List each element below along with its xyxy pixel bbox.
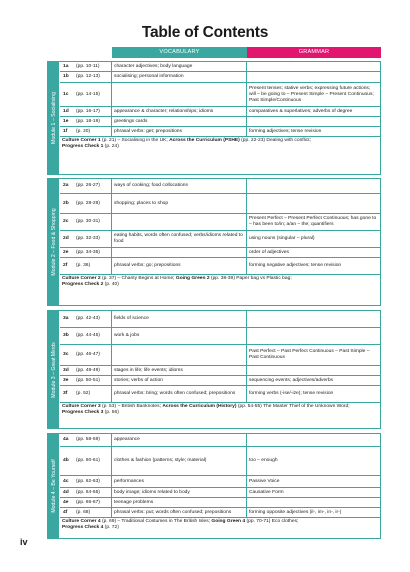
footer-bold-text: Culture Corner 2 bbox=[62, 276, 101, 281]
module-section bbox=[47, 433, 381, 539]
lesson-code: 2a bbox=[63, 183, 69, 188]
lesson-pages: (pp. 28-29) bbox=[74, 194, 112, 213]
lesson-pages: (pp. 62-63) bbox=[74, 476, 112, 487]
lesson-pages: (pp. 60-61) bbox=[74, 447, 112, 475]
footer-bold-text: Progress Check 1 bbox=[62, 144, 104, 149]
lesson-pages: (pp. 26-27) bbox=[74, 179, 112, 193]
vocabulary-cell bbox=[112, 248, 247, 257]
lesson-code: 2d bbox=[63, 236, 69, 241]
lesson-pages: (p. 20) bbox=[74, 127, 112, 136]
grammar-cell: forming adjectives; tense revision bbox=[249, 128, 322, 134]
footer-bold-text: Culture Corner 1 bbox=[62, 138, 101, 143]
module-label: Module 2 – Food & Shopping bbox=[50, 208, 57, 276]
table-row bbox=[60, 376, 380, 386]
grammar-cell: using nouns (singular – plural) bbox=[249, 236, 315, 241]
vocabulary-cell bbox=[112, 83, 247, 106]
grammar-cell: Past Perfect – Past Perfect Continuous – Past Simple – Past Continuous bbox=[249, 349, 370, 360]
vocabulary-cell: body image; idioms related to body bbox=[112, 488, 247, 497]
vocabulary-cell: stages in life; life events; idioms bbox=[112, 366, 247, 375]
table-row bbox=[60, 434, 380, 447]
module-table bbox=[60, 311, 380, 417]
module-side-label bbox=[48, 434, 59, 538]
lesson-pages: (pp. 10-11) bbox=[74, 62, 112, 71]
table-row bbox=[60, 366, 380, 376]
table-row bbox=[60, 83, 380, 107]
lesson-code: 1c bbox=[63, 91, 69, 97]
footer-text: (p. 69) – Traditional Costumes in The British Isles; bbox=[100, 519, 212, 524]
footer-bold-text: Progress Check 2 bbox=[62, 282, 104, 287]
grammar-cell bbox=[247, 311, 380, 327]
lesson-pages: (pp. 66-67) bbox=[74, 498, 112, 507]
lesson-code: 3a bbox=[63, 316, 69, 321]
lesson-code: 1e bbox=[63, 118, 69, 124]
lesson-pages: (pp. 30-31) bbox=[74, 214, 112, 230]
page-title: Table of Contents bbox=[141, 24, 269, 41]
footer-text: (p. 37) – Charity Begins at Home; bbox=[100, 276, 176, 281]
grammar-cell: forming verbs (-ise/-ize); tense revision bbox=[249, 391, 334, 396]
lesson-pages: (pp. 48-49) bbox=[74, 366, 112, 375]
grammar-header: GRAMMAR bbox=[247, 47, 381, 58]
footer-text: (pp. 38-39) Paper bag vs Plastic bag; bbox=[209, 276, 292, 281]
table-row bbox=[60, 328, 380, 345]
table-row bbox=[60, 214, 380, 231]
lesson-pages: (pp. 58-59) bbox=[74, 434, 112, 446]
lesson-code: 3f bbox=[63, 391, 68, 396]
lesson-pages: (pp. 34-35) bbox=[74, 248, 112, 257]
footer-bold-text: Culture Corner 3 bbox=[62, 404, 101, 409]
module-footer bbox=[60, 518, 380, 532]
grammar-cell: Present Perfect – Present Perfect Continuous; has gone to – has been to/in; a/an – the; quantifiers bbox=[249, 216, 377, 227]
footer-text: (p. 53) – British Banknotes; bbox=[100, 404, 163, 409]
module-section bbox=[47, 61, 381, 175]
grammar-cell: sequencing events; adjectives/adverbs bbox=[249, 377, 334, 383]
module-footer bbox=[60, 403, 380, 417]
grammar-cell: Present tenses; stative verbs; expressing future actions; will – be going to – Present Simple – Present Continuous; Past Simple/Continuous bbox=[249, 85, 374, 103]
footer-text: (pp. 54-55) The Master Thief of the Unknown Word; bbox=[236, 404, 350, 409]
vocabulary-cell: appearance & character; relationships; idioms bbox=[112, 107, 247, 116]
vocabulary-cell: clothes & fashion (patterns; style; material) bbox=[112, 447, 247, 475]
grammar-cell: Causative Form bbox=[249, 489, 284, 495]
table-row bbox=[60, 498, 380, 508]
lesson-code: 3c bbox=[63, 352, 69, 357]
lesson-code: 1a bbox=[63, 63, 69, 69]
lesson-pages: (pp. 44-45) bbox=[74, 328, 112, 344]
footer-text: (p. 24) bbox=[103, 144, 119, 149]
lesson-code: 2b bbox=[63, 200, 69, 206]
vocabulary-cell: work & jobs bbox=[112, 328, 247, 344]
lesson-pages: (pp. 16-17) bbox=[74, 107, 112, 116]
module-footer bbox=[60, 275, 380, 289]
grammar-cell bbox=[247, 194, 380, 213]
lesson-pages: (pp. 50-51) bbox=[74, 376, 112, 385]
table-row bbox=[60, 62, 380, 72]
grammar-cell bbox=[247, 498, 380, 507]
lesson-pages: (pp. 14-15) bbox=[74, 83, 112, 106]
table-row bbox=[60, 72, 380, 83]
lesson-pages: (pp. 32-33) bbox=[74, 231, 112, 247]
vocabulary-cell: phrasal verbs: go; prepositions bbox=[112, 258, 247, 274]
vocabulary-cell: socialising; personal information bbox=[112, 72, 247, 82]
lesson-pages: (p. 36) bbox=[74, 258, 112, 274]
lesson-code: 2f bbox=[63, 263, 68, 268]
lesson-code: 2e bbox=[63, 249, 69, 255]
grammar-cell bbox=[247, 72, 380, 82]
module-section bbox=[47, 178, 381, 306]
lesson-code: 4d bbox=[63, 489, 69, 495]
lesson-code: 2c bbox=[63, 219, 69, 224]
lesson-code: 4c bbox=[63, 478, 69, 484]
vocabulary-cell: teenage problems bbox=[112, 498, 247, 507]
lesson-pages: (pp. 42-43) bbox=[74, 311, 112, 327]
vocabulary-cell: phrasal verbs: put; words often confused; prepositions bbox=[112, 508, 247, 517]
footer-bold-text: Progress Check 3 bbox=[62, 410, 104, 415]
table-row bbox=[60, 258, 380, 275]
grammar-cell bbox=[247, 328, 380, 344]
module-side-label bbox=[48, 311, 59, 428]
vocabulary-cell: performances bbox=[112, 476, 247, 487]
vocabulary-cell: ways of cooking; food collocations bbox=[112, 179, 247, 193]
table-row bbox=[60, 107, 380, 117]
lesson-pages: (p. 68) bbox=[74, 508, 112, 517]
lesson-code: 4a bbox=[63, 437, 69, 442]
grammar-cell bbox=[247, 434, 380, 446]
module-label: Module 4 – Be Yourself bbox=[50, 459, 57, 513]
table-row bbox=[60, 311, 380, 328]
vocabulary-header: VOCABULARY bbox=[112, 47, 247, 58]
grammar-cell bbox=[247, 366, 380, 375]
lesson-code: 1b bbox=[63, 74, 69, 79]
footer-bold-text: Culture Corner 4 bbox=[62, 519, 101, 524]
grammar-cell: too – enough bbox=[249, 458, 278, 463]
module-footer bbox=[60, 137, 380, 151]
footer-text: (p. 56) bbox=[103, 410, 119, 415]
module-table bbox=[60, 179, 380, 289]
lesson-code: 3e bbox=[63, 377, 69, 383]
module-label: Module 1 – Socialising bbox=[50, 92, 57, 144]
vocabulary-cell: character adjectives; body language bbox=[112, 62, 247, 71]
footer-text: (p. 40) bbox=[103, 282, 119, 287]
table-row bbox=[60, 447, 380, 476]
page-number: iv bbox=[20, 537, 28, 547]
vocabulary-cell: fields of science bbox=[112, 311, 247, 327]
lesson-code: 4f bbox=[63, 509, 68, 515]
grammar-cell: forming negative adjectives; tense revision bbox=[249, 263, 342, 268]
vocabulary-cell: phrasal verbs: bring; words often confused; prepositions bbox=[112, 386, 247, 402]
lesson-code: 4e bbox=[63, 499, 69, 505]
lesson-pages: (pp. 18-19) bbox=[74, 117, 112, 126]
table-row bbox=[60, 231, 380, 248]
footer-bold-text: Across the Curriculum (History) bbox=[162, 404, 237, 409]
module-section bbox=[47, 310, 381, 429]
vocabulary-cell: eating habits, words often confused; verbs/idioms related to food bbox=[112, 231, 247, 247]
grammar-cell: Passive Voice bbox=[249, 478, 280, 484]
footer-bold-text: Going Green 2 bbox=[175, 276, 210, 281]
module-label: Module 3 – Great Minds bbox=[50, 341, 57, 398]
grammar-cell bbox=[247, 179, 380, 193]
vocabulary-cell: appearance bbox=[112, 434, 247, 446]
footer-text: (pp. 22-23) Dealing with conflict; bbox=[239, 138, 312, 143]
vocabulary-cell bbox=[112, 214, 247, 230]
module-side-label bbox=[48, 62, 59, 174]
table-row bbox=[60, 386, 380, 403]
grammar-cell: forming opposite adjectives (il-, im-, in-, ir-) bbox=[249, 509, 342, 515]
table-row bbox=[60, 508, 380, 518]
grammar-cell: order of adjectives bbox=[249, 249, 289, 255]
footer-text: (p. 21) – Socialising in the UK; bbox=[100, 138, 170, 143]
footer-bold-text: Going Green 4 bbox=[211, 519, 246, 524]
lesson-pages: (pp. 46-47) bbox=[74, 345, 112, 365]
lesson-code: 3d bbox=[63, 367, 69, 373]
table-row bbox=[60, 117, 380, 127]
lesson-code: 1d bbox=[63, 108, 69, 114]
vocabulary-cell: greetings cards bbox=[112, 117, 247, 126]
table-row bbox=[60, 179, 380, 194]
lesson-pages: (pp. 12-13) bbox=[74, 72, 112, 82]
module-side-label bbox=[48, 179, 59, 305]
grammar-cell: comparatives & superlatives; adverbs of degree bbox=[249, 108, 353, 114]
lesson-code: 4b bbox=[63, 458, 69, 463]
footer-bold-text: Across the Curriculum (PSHE) bbox=[169, 138, 240, 143]
table-row bbox=[60, 345, 380, 366]
table-row bbox=[60, 248, 380, 258]
module-table bbox=[60, 62, 380, 151]
module-table bbox=[60, 434, 380, 532]
lesson-code: 3b bbox=[63, 333, 69, 338]
footer-text: (pp. 70-71) Eco clothes; bbox=[245, 519, 299, 524]
grammar-cell bbox=[247, 117, 380, 126]
vocabulary-cell: phrasal verbs: get; prepositions bbox=[112, 127, 247, 136]
vocabulary-cell: stories; verbs of action bbox=[112, 376, 247, 385]
footer-text: (p. 72) bbox=[103, 525, 119, 530]
table-row bbox=[60, 194, 380, 214]
table-row bbox=[60, 488, 380, 498]
table-row bbox=[60, 476, 380, 488]
footer-bold-text: Progress Check 4 bbox=[62, 525, 104, 530]
vocabulary-cell: shopping; places to shop bbox=[112, 194, 247, 213]
lesson-code: 1f bbox=[63, 128, 68, 134]
table-row bbox=[60, 127, 380, 137]
lesson-pages: (p. 52) bbox=[74, 386, 112, 402]
vocabulary-cell bbox=[112, 345, 247, 365]
lesson-pages: (pp. 64-65) bbox=[74, 488, 112, 497]
grammar-cell bbox=[247, 62, 380, 71]
